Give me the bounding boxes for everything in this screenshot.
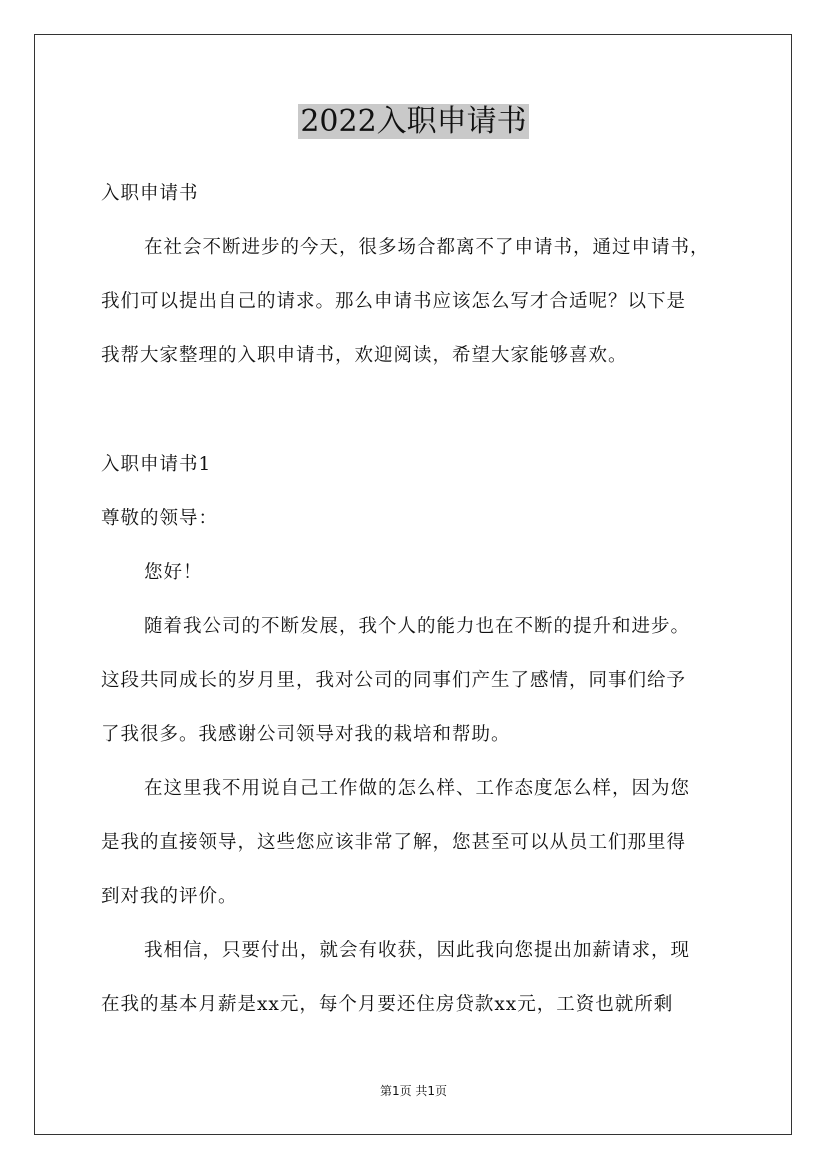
section-heading: 入职申请书1 — [101, 454, 212, 475]
text-line: 在我的基本月薪是xx元，每个月要还住房贷款xx元，工资也就所剩 — [101, 994, 674, 1015]
document-title-text: 2022入职申请书 — [300, 104, 527, 139]
section-heading: 入职申请书 — [101, 183, 199, 204]
greeting: 您好！ — [144, 562, 203, 583]
text-line: 这段共同成长的岁月里，我对公司的同事们产生了感情，同事们给予 — [101, 670, 687, 691]
text-line: 我相信，只要付出，就会有收获，因此我向您提出加薪请求，现 — [144, 940, 691, 961]
text-line: 我帮大家整理的入职申请书，欢迎阅读，希望大家能够喜欢。 — [101, 345, 628, 366]
text-line: 在这里我不用说自己工作做的怎么样、工作态度怎么样，因为您 — [144, 778, 691, 799]
text-line: 了我很多。我感谢公司领导对我的栽培和帮助。 — [101, 724, 511, 745]
text-line: 我们可以提出自己的请求。那么申请书应该怎么写才合适呢？以下是 — [101, 291, 687, 312]
text-line: 是我的直接领导，这些您应该非常了解，您甚至可以从员工们那里得 — [101, 832, 687, 853]
text-line: 在社会不断进步的今天，很多场合都离不了申请书，通过申请书， — [144, 237, 710, 258]
page-footer: 第1页 共1页 — [379, 1084, 448, 1098]
text-line: 随着我公司的不断发展，我个人的能力也在不断的提升和进步。 — [144, 616, 691, 637]
text-line: 到对我的评价。 — [101, 886, 238, 907]
document-title — [0, 103, 827, 141]
salutation: 尊敬的领导： — [101, 508, 219, 529]
